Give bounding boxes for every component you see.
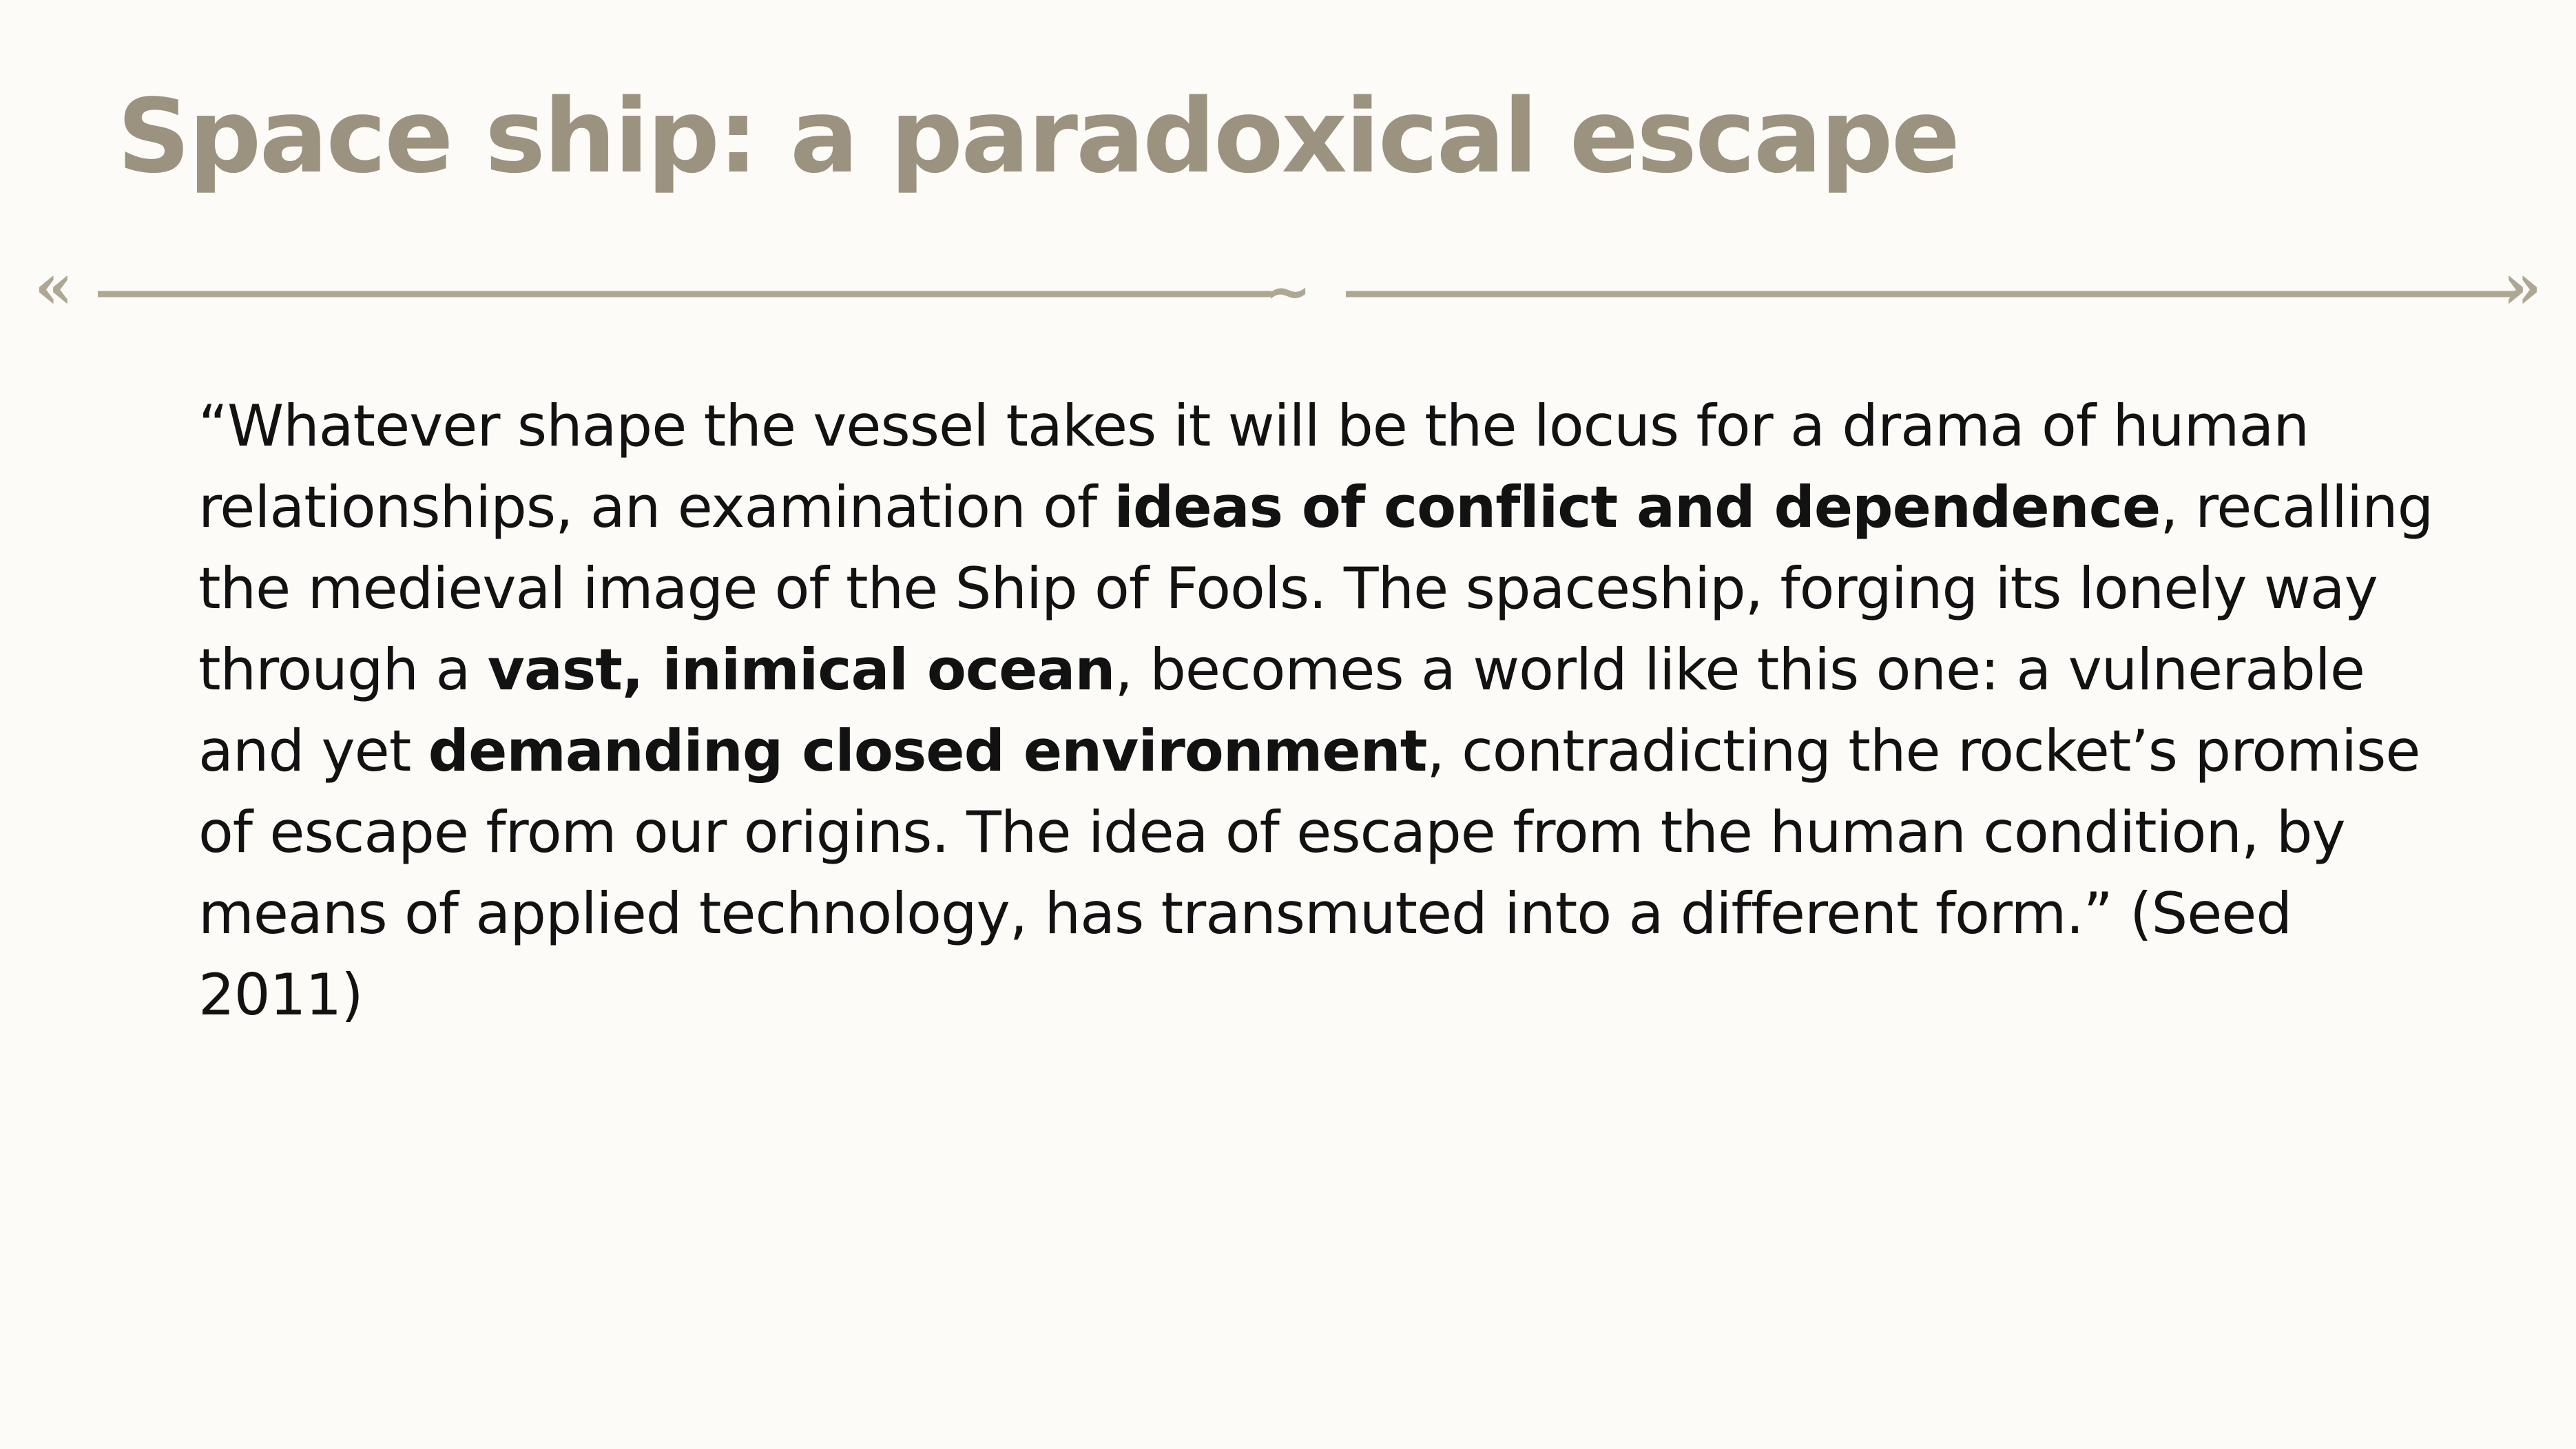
slide-title: Space ship: a paradoxical escape [117, 77, 1959, 196]
quote-part-2: , recalling the medieval image of the Ship of Fools. The spaceship, forging its lonely way through a [198, 474, 2433, 703]
title-divider [34, 265, 2542, 320]
quote-emphasis-1: ideas of conflict and dependence [1114, 474, 2161, 541]
divider-center-ornament: ~ [1265, 265, 1311, 320]
quote-text [198, 386, 2471, 1036]
divider-right-ornament: » [2502, 265, 2542, 320]
quote-part-4: , contradicting the rocket’s promise of escape from our origins. The idea of escape from the human condition, by means of applied technology, has transmuted into a different form.” (Seed 2011) [198, 718, 2420, 1028]
divider-left-ornament: « [34, 265, 74, 320]
quote-part-3: , becomes a world like this one: a vulnerable and yet [198, 636, 2365, 784]
quote-emphasis-3: demanding closed environment [428, 718, 1427, 784]
quote-part-1: “Whatever shape the vessel takes it will be the locus for a drama of human relationships, an examination of [198, 393, 2309, 541]
quote-emphasis-2: vast, inimical ocean [487, 636, 1115, 703]
